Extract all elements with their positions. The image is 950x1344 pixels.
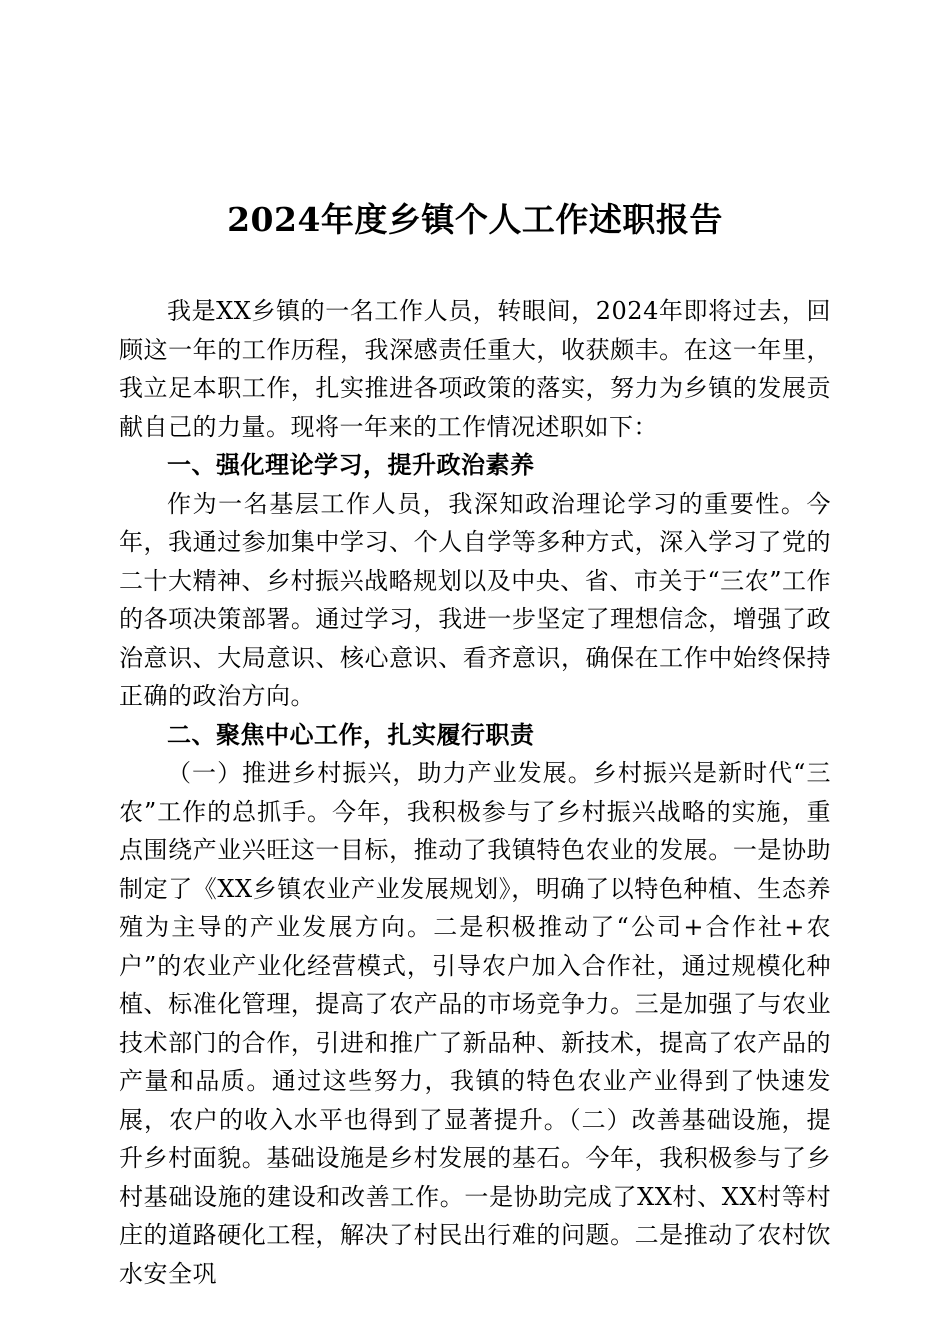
section-paragraph-2: （一）推进乡村振兴，助力产业发展。乡村振兴是新时代“三农”工作的总抓手。今年，我积极参与了乡村振兴战略的实施，重点围绕产业兴旺这一目标，推动了我镇特色农业的发展。一是协助制定了《XX乡镇农业产业发展规划》，明确了以特色种植、生态养殖为主导的产业发展方向。二是积极推动了“公司+合作社+农户”的农业产业化经营模式，引导农户加入合作社，通过规模化种植、标准化管理，提高了农产品的市场竞争力。三是加强了与农业技术部门的合作，引进和推广了新品种、新技术，提高了农产品的产量和品质。通过这些努力，我镇的特色农业产业得到了快速发展，农户的收入水平也得到了显著提升。（二）改善基础设施，提升乡村面貌。基础设施是乡村发展的基石。今年，我积极参与了乡村基础设施的建设和改善工作。一是协助完成了XX村、XX村等村庄的道路硬化工程，解决了村民出行难的问题。二是推动了农村饮水安全巩 <box>119 759 831 1288</box>
section-heading-2: 二、聚焦中心工作，扎实履行职责 <box>167 720 535 749</box>
document-body <box>119 292 831 1293</box>
section-paragraph-1: 作为一名基层工作人员，我深知政治理论学习的重要性。今年，我通过参加集中学习、个人自学等多种方式，深入学习了党的二十大精神、乡村振兴战略规划以及中央、省、市关于“三农”工作的各项决策部署。通过学习，我进一步坚定了理想信念，增强了政治意识、大局意识、核心意识、看齐意识，确保在工作中始终保持正确的政治方向。 <box>119 489 831 710</box>
section-heading-1: 一、强化理论学习，提升政治素养 <box>167 451 535 479</box>
document-title: 2024年度乡镇个人工作述职报告 <box>227 200 723 239</box>
intro-paragraph: 我是XX乡镇的一名工作人员，转眼间，2024年即将过去，回顾这一年的工作历程，我深感责任重大，收获颇丰。在这一年里，我立足本职工作，扎实推进各项政策的落实，努力为乡镇的发展贡献自己的力量。现将一年来的工作情况述职如下： <box>119 297 831 441</box>
